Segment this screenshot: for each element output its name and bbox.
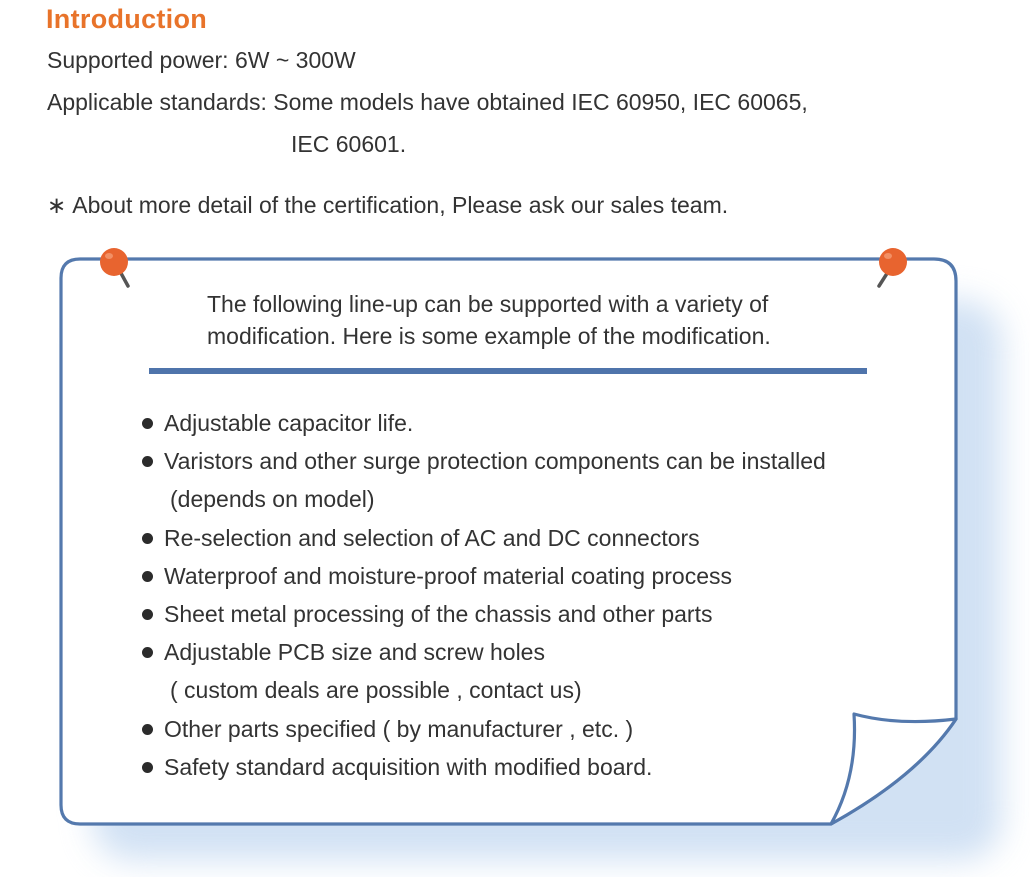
bullet-dot-icon: [142, 724, 153, 735]
card-divider: [149, 368, 867, 374]
asterisk-mark: ∗: [47, 192, 67, 218]
list-item-subtext: (depends on model): [170, 486, 375, 513]
list-item: [138, 404, 826, 442]
list-item: [138, 748, 826, 786]
bullet-dot-icon: [142, 456, 153, 467]
bullet-dot-icon: [142, 571, 153, 582]
list-item: [138, 633, 826, 709]
list-item: [138, 595, 826, 633]
card-intro-text: The following line-up can be supported with a variety of modification. Here is some example of the modification.: [207, 291, 771, 349]
certification-note-text: About more detail of the certification, Please ask our sales team.: [72, 192, 729, 218]
bullet-dot-icon: [142, 647, 153, 658]
modification-card: [58, 256, 958, 831]
list-item: [138, 557, 826, 595]
certification-note: [47, 192, 728, 219]
supported-power-line: Supported power: 6W ~ 300W: [47, 47, 356, 73]
list-item-text: Varistors and other surge protection components can be installed: [164, 448, 826, 475]
bullet-dot-icon: [142, 533, 153, 544]
list-item: [138, 442, 826, 518]
list-item-text: Re-selection and selection of AC and DC connectors: [164, 524, 700, 551]
list-item: [138, 519, 826, 557]
pushpin-icon: [96, 242, 136, 302]
list-item-text: Waterproof and moisture-proof material coating process: [164, 562, 733, 589]
list-item-text: Adjustable PCB size and screw holes: [164, 639, 545, 666]
list-item-text: Safety standard acquisition with modified board.: [164, 753, 653, 780]
bullet-dot-icon: [142, 762, 153, 773]
modification-list: [138, 404, 826, 786]
bullet-dot-icon: [142, 609, 153, 620]
list-item-text: Adjustable capacitor life.: [164, 410, 414, 436]
list-item-text: Other parts specified ( by manufacturer , etc. ): [164, 715, 634, 742]
list-item-text: Sheet metal processing of the chassis and other parts: [164, 601, 713, 628]
bullet-dot-icon: [142, 418, 153, 429]
intro-heading: Introduction: [46, 4, 208, 34]
pushpin-icon: [871, 242, 911, 302]
applicable-standards-line: Applicable standards: Some models have obtained IEC 60950, IEC 60065,: [47, 89, 808, 115]
list-item: [138, 710, 826, 748]
applicable-standards-continuation: IEC 60601.: [291, 131, 407, 157]
list-item-subtext: ( custom deals are possible , contact us): [170, 677, 582, 704]
